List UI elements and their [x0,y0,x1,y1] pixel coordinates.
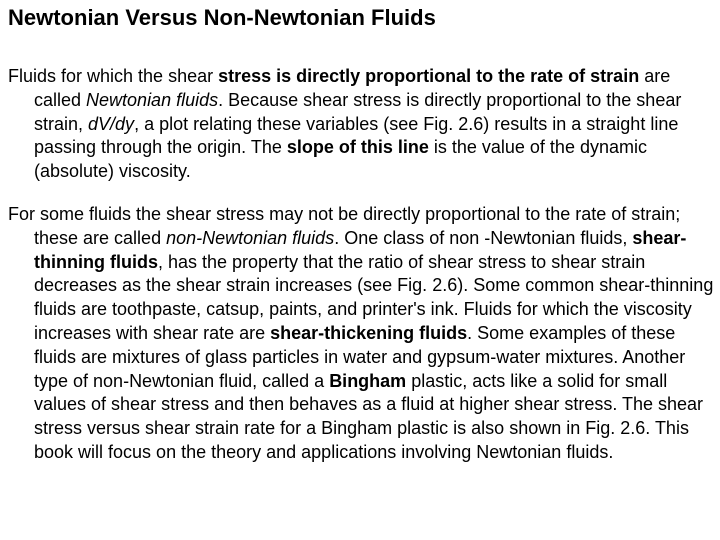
p2-text-2: . One class of non -Newtonian fluids, [334,227,633,248]
p2-text-3: , has the property that the ratio of shear stress to shear strain decreases as the shear strain increases (see Fig. 2.6). Some common shear-thinning fluids are toothpaste, catsup, paints, and printer's ink. Fluids for which the viscosity increases with shear rate are [34,251,714,343]
p2-text-1: For some fluids the shear stress may not be directly proportional to the rate of strain; these are called [8,204,681,248]
paragraph-newtonian [8,65,714,184]
p1-bold-slope: slope of this line [286,137,429,158]
p2-italic-non-newtonian-fluids: non-Newtonian fluids [166,227,335,248]
p1-text-4: , a plot relating these variables (see Fig. 2.6) results in a straight line passing through the origin. The [34,113,679,158]
p1-text-5: is the value of the dynamic (absolute) viscosity. [34,137,647,182]
p2-bold-bingham: Bingham [329,370,407,391]
p1-italic-newtonian-fluids: Newtonian fluids [86,89,219,110]
paragraph-non-newtonian [8,203,714,465]
p2-bold-shear-thickening: shear-thickening fluids [270,322,468,343]
p1-text-1: Fluids for which the shear [8,66,219,86]
p2-text-4: . Some examples of these fluids are mixtures of glass particles in water and gypsum-water mixtures. Another type of non-Newtonian fluid, called a [34,322,686,391]
p2-bold-shear-thinning: shear-thinning fluids [34,227,687,272]
p2-text-5: plastic, acts like a solid for small values of shear stress and then behaves as a fluid at higher shear stress. The shear stress versus shear strain rate for a Bingham plastic is also shown in Fig. 2.6. This book will focus on the theory and applications involving Newtonian fluids. [34,370,704,462]
slide-title: Newtonian Versus Non-Newtonian Fluids [8,5,436,30]
p1-italic-dvdy: dV/dy [88,113,135,134]
p1-text-2: are called [34,66,671,110]
p1-bold-proportional: stress is directly proportional to the rate of strain [218,66,640,86]
p1-text-3: . Because shear stress is directly proportional to the shear strain, [34,89,682,134]
